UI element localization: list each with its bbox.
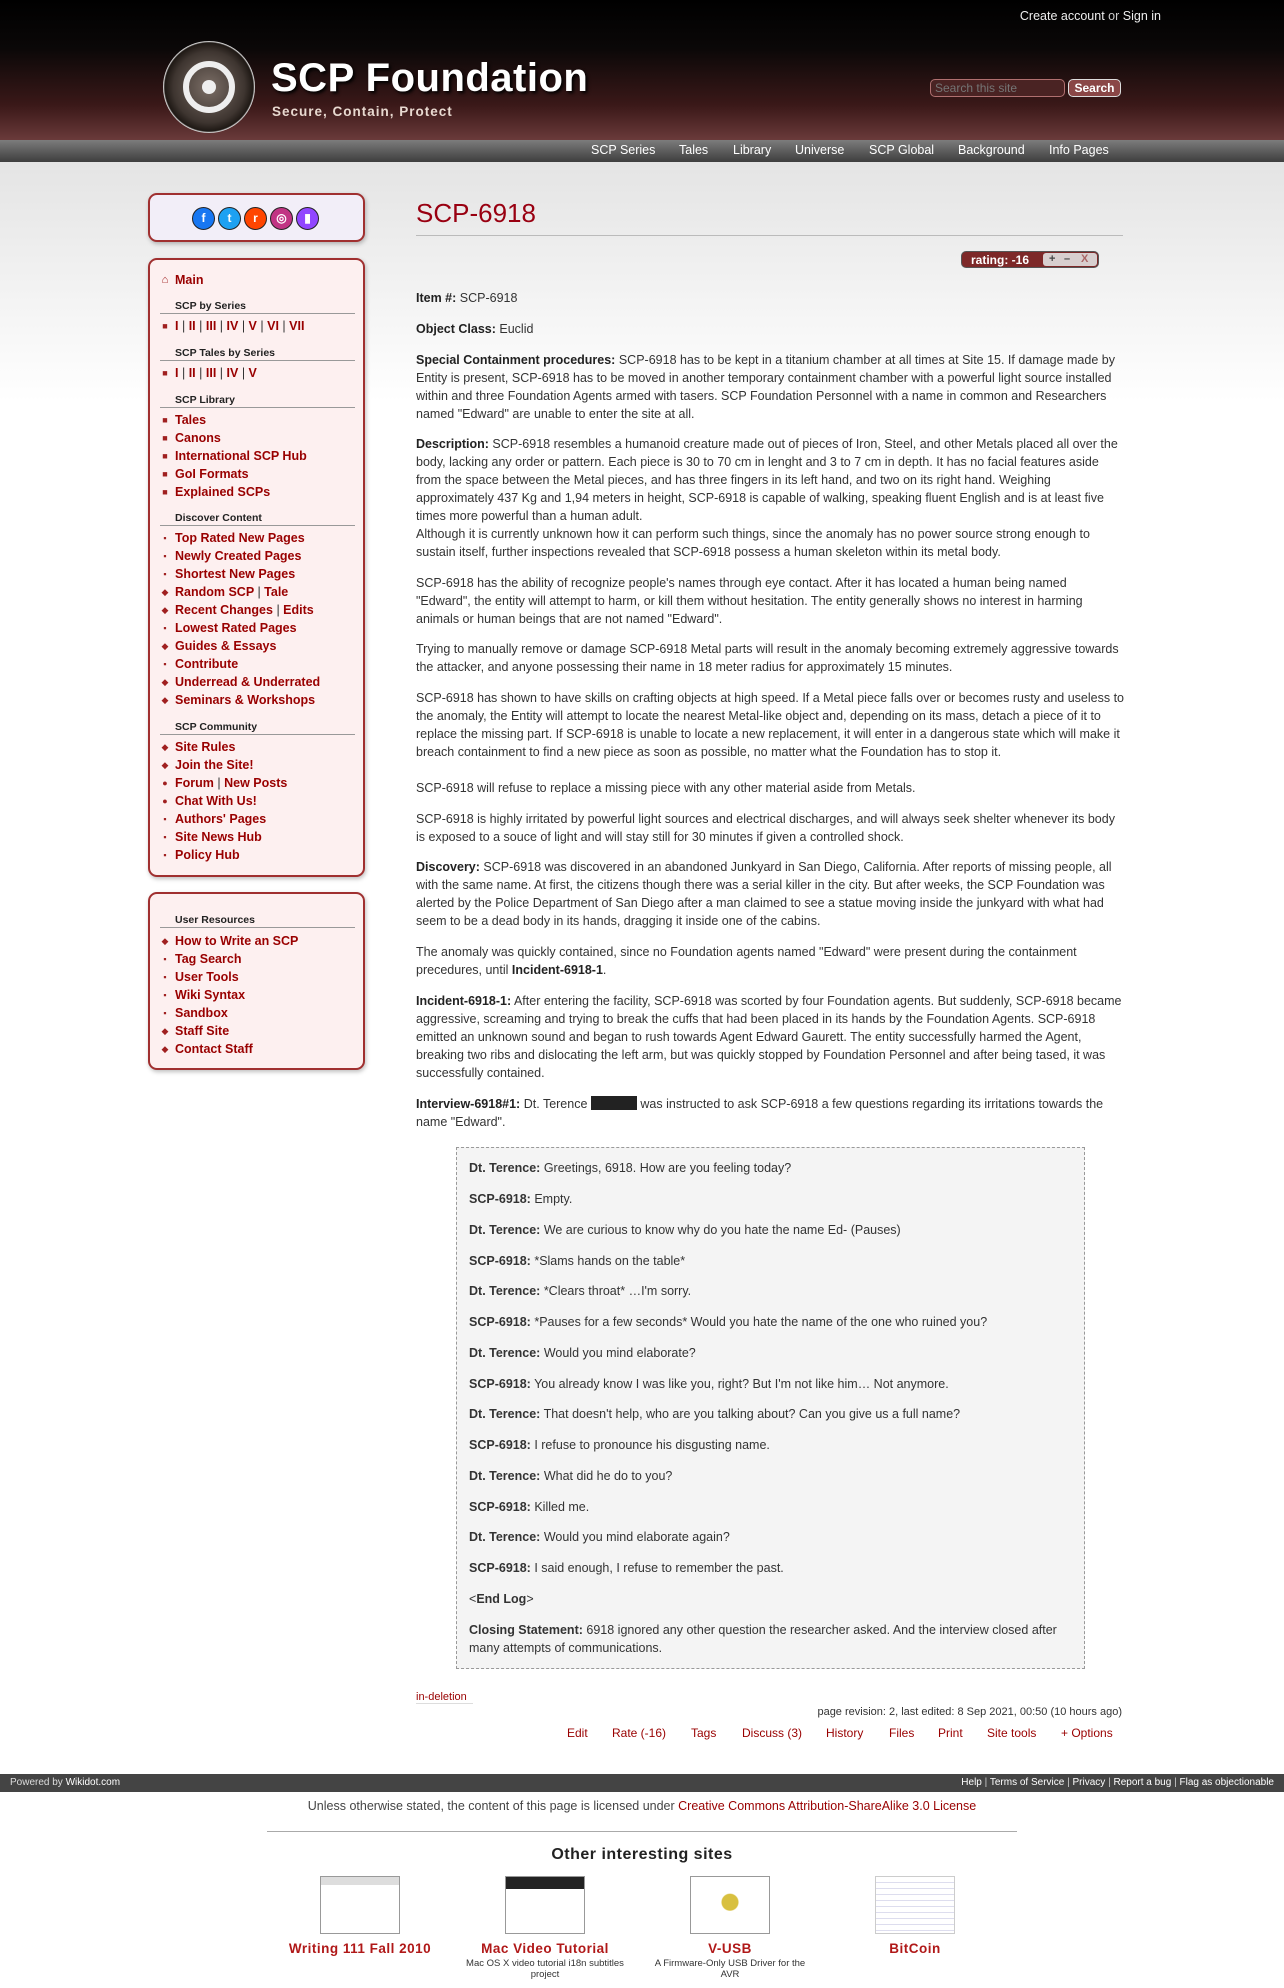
other-site-card[interactable] [650,1876,810,1980]
log-line: Dt. Terence: That doesn't help, who are you talking about? Can you give us a full name? [469,1407,961,1421]
description-continued: Although it is currently unknown how it can perform such things, since the anomaly has no power source strong enough to sustain itself, further inspections revealed that SCP-6918 possess a human skeleton within its metal body. [416,527,1090,559]
bullet-icon: ▪ [163,954,167,964]
sidebar-item-top-rated[interactable]: Top Rated New Pages [175,531,305,545]
sidebar-heading-tales-series: SCP Tales by Series [175,347,276,359]
flag-link[interactable]: Flag as objectionable [1179,1777,1274,1788]
search-button[interactable]: Search [1068,79,1121,97]
diamond-icon: ◆ [161,1044,169,1054]
license-notice: Unless otherwise stated, the content of this page is licensed under Creative Commons Attribution-ShareAlike 3.0 License [307,1799,977,1813]
sidebar-item-staff-site[interactable]: Staff Site [175,1024,230,1038]
bullet-icon: ▪ [163,972,167,982]
more-options-button[interactable]: + Options [1061,1726,1113,1740]
report-bug-link[interactable]: Report a bug [1113,1777,1172,1788]
other-site-card[interactable] [835,1876,995,1958]
tale-series-link-5[interactable]: V [248,366,257,380]
nav-tales[interactable]: Tales [679,143,709,157]
redacted-block [591,1096,637,1110]
rate-up-button[interactable]: + [1049,253,1056,265]
sidebar-item-canons[interactable]: Canons [175,431,221,445]
user-resources-box [148,892,365,1070]
tags-button[interactable]: Tags [691,1726,717,1740]
file-icon: ■ [162,487,168,497]
sidebar-divider [160,734,355,735]
bullet-icon: ▪ [163,990,167,1000]
sidebar-item-authors[interactable]: Authors' Pages [175,812,267,826]
site-thumbnail[interactable] [690,1876,770,1934]
sidebar-item-lowest-rated[interactable]: Lowest Rated Pages [175,621,297,635]
wikidot-link[interactable]: Wikidot.com [65,1777,121,1788]
powered-by: Powered by Wikidot.com [10,1777,121,1788]
sidebar-item-forum[interactable]: Forum [175,776,214,790]
sidebar-item-user-tools[interactable]: User Tools [175,970,239,984]
help-link[interactable]: Help [961,1777,982,1788]
series-link-2[interactable]: II [188,319,196,333]
sidebar-item-how-to-write[interactable]: How to Write an SCP [175,934,299,948]
sidebar-item-random-scp[interactable]: Random SCP [175,585,254,599]
rating-label: rating: -16 [971,253,1030,267]
series-link-1[interactable]: I [175,319,179,333]
page-tag[interactable]: in-deletion [416,1691,473,1704]
or-text: or [1108,9,1120,23]
nav-info-pages[interactable]: Info Pages [1049,143,1109,157]
speech-bubble-icon: ● [162,796,168,806]
diamond-icon: ◆ [161,695,169,705]
series-link-6[interactable]: VI [267,319,279,333]
site-title[interactable]: SCP Foundation [271,56,589,100]
rate-down-button[interactable]: – [1064,253,1071,265]
file-icon: ■ [162,469,168,479]
nav-universe[interactable]: Universe [795,143,845,157]
page-revision: page revision: 2, last edited: 8 Sep 2021, 00:50 (10 hours ago) [817,1706,1122,1718]
series-link-7[interactable]: VII [289,319,305,333]
log-line: Dt. Terence: What did he do to you? [469,1469,673,1483]
license-link[interactable]: Creative Commons Attribution-ShareAlike 3.0 License [678,1799,977,1813]
social-box [148,193,365,242]
site-name[interactable]: V-USB [708,1941,752,1956]
sidebar-divider [160,927,355,928]
diamond-icon: ◆ [161,742,169,752]
speech-bubble-icon: ● [162,778,168,788]
containment-procedures: Special Containment procedures: SCP-6918 has to be kept in a titanium chamber at all times at Site 15. If damage made by Entity is present, SCP-6918 has to be moved in another temporary containment chamber with a powerful light source installed within and three Foundation Agents armed with tasers. SCP Foundation Personnel with a name in common and Researchers named "Edward" are unable to enter the site at all. [416,353,1115,421]
sidebar-item-goi-formats[interactable]: GoI Formats [175,467,249,481]
bullet-icon: ▪ [163,832,167,842]
log-line: SCP-6918: Killed me. [469,1500,590,1514]
file-icon: ■ [162,368,168,378]
site-thumbnail[interactable] [875,1876,955,1934]
instagram-icon[interactable]: ◎ [270,207,293,230]
tale-series-link-3[interactable]: III [205,366,217,380]
nav-scp-series[interactable]: SCP Series [591,143,656,157]
remove-paragraph: Trying to manually remove or damage SCP-6918 Metal parts will result in the anomaly becoming extremely aggressive towards the attacker, and anyone possessing their name in 18 meter radius for approximately 15 minutes. [416,642,1119,674]
log-line: Dt. Terence: *Clears throat* …I'm sorry. [469,1284,692,1298]
sidebar-divider [160,407,355,408]
log-line: SCP-6918: I refuse to pronounce his disgusting name. [469,1438,770,1452]
sidebar-item-explained-scps[interactable]: Explained SCPs [175,485,271,499]
description: Description: SCP-6918 resembles a humanoid creature made out of pieces of Iron, Steel, and other Metals placed all over the body, lacking any order or pattern. Each piece is 30 to 70 cm in lenght and 3 to 7 cm in depth. It has no facial features aside from the space between the Metal pieces, and has three fingers in its left hand, and two on its right hand. Weighing approximately 437 Kg and 1,94 meters in height, SCP-6918 is capable of walking, speaking fluent English and is at least five times more powerful than a human adult. [416,437,1118,523]
bullet-icon: ▪ [163,533,167,543]
site-tools-button[interactable]: Site tools [987,1726,1037,1740]
log-line: SCP-6918: You already know I was like you, right? But I'm not like him… Not anymore. [469,1377,949,1391]
sidebar-item-sandbox[interactable]: Sandbox [175,1006,228,1020]
sidebar-item-seminars[interactable]: Seminars & Workshops [175,693,316,707]
forum-links: Forum | New Posts [175,776,288,790]
sidebar-heading-user-resources: User Resources [175,914,255,926]
crafting-paragraph-2: SCP-6918 will refuse to replace a missing piece with any other material aside from Metals. [416,781,916,795]
log-line: SCP-6918: I said enough, I refuse to remember the past. [469,1561,784,1575]
sign-in-link[interactable]: Sign in [1122,9,1161,23]
sidebar-item-policy-hub[interactable]: Policy Hub [175,848,240,862]
log-line: SCP-6918: *Slams hands on the table* [469,1254,686,1268]
sidebar-item-international-hub[interactable]: International SCP Hub [175,449,307,463]
sidebar-item-edits[interactable]: Edits [283,603,314,617]
sidebar-item-guides[interactable]: Guides & Essays [175,639,277,653]
file-icon: ■ [162,433,168,443]
site-header [0,0,1284,140]
sidebar-heading-scp-series: SCP by Series [175,300,247,312]
sidebar-divider [160,525,355,526]
twitter-icon[interactable]: t [218,207,241,230]
sidebar-item-contribute[interactable]: Contribute [175,657,239,671]
site-name[interactable]: Writing 111 Fall 2010 [288,1941,432,1956]
footer-links: Help | Terms of Service | Privacy | Report a bug | Flag as objectionable [961,1777,1274,1788]
footer-divider [267,1831,1017,1832]
privacy-link[interactable]: Privacy [1072,1777,1106,1788]
sidebar-item-chat[interactable]: Chat With Us! [175,794,257,808]
site-name[interactable]: BitCoin [889,1941,941,1956]
site-description: Mac OS X video tutorial i18n subtitles project [466,1958,624,1980]
diamond-icon: ◆ [161,677,169,687]
tale-series-link-4[interactable]: IV [226,366,239,380]
tale-series-link-2[interactable]: II [188,366,196,380]
bullet-icon: ▪ [163,569,167,579]
diamond-icon: ◆ [161,605,169,615]
sidebar-heading-library: SCP Library [175,394,235,406]
site-thumbnail[interactable] [505,1876,585,1934]
nav-library[interactable]: Library [733,143,772,157]
diamond-icon: ◆ [161,641,169,651]
sidebar-heading-community: SCP Community [175,721,258,733]
nav-background[interactable]: Background [958,143,1025,157]
diamond-icon: ◆ [161,760,169,770]
home-icon: ⌂ [161,274,169,286]
file-icon: ■ [162,321,168,331]
interview-log [456,1147,1085,1669]
title-divider [416,235,1123,236]
interview-intro: Interview-6918#1: Dt. Terence was instructed to ask SCP-6918 a few questions regarding its irritations towards the name "Edward". [416,1097,1104,1129]
side-nav [148,258,365,877]
discovery-paragraph: Discovery: SCP-6918 was discovered in an abandoned Junkyard in San Diego, California. After reports of missing people, all with the same name. At first, the citizens though there was a serial killer in the city. But after weeks, the SCP Foundation was alerted by the Police Department of San Diego after a man claimed to see a statue moving inside the junkyard with what had seem to be a dead body in its hands, dragging it inside one of the cabins. [416,860,1112,928]
closing-statement: Closing Statement: 6918 ignored any other question the researcher asked. And the interview closed after many attempts of communications. [469,1623,1057,1655]
history-button[interactable]: History [826,1726,864,1740]
sidebar-item-news-hub[interactable]: Site News Hub [175,830,262,844]
edit-button[interactable]: Edit [567,1726,588,1740]
bullet-icon: ▪ [163,1008,167,1018]
end-log: <End Log> [469,1592,534,1606]
bullet-icon: ▪ [163,623,167,633]
object-class: Object Class: Euclid [416,322,534,336]
sidebar-item-recent-changes[interactable]: Recent Changes [175,603,273,617]
contained-paragraph: The anomaly was quickly contained, since no Foundation agents named "Edward" were present during the containment precedures, until Incident-6918-1. [416,945,1077,977]
sidebar-item-new-posts[interactable]: New Posts [224,776,288,790]
site-description: A Firmware-Only USB Driver for the AVR [654,1958,806,1980]
sidebar-item-join[interactable]: Join the Site! [175,758,254,772]
scp-logo-icon[interactable] [163,41,255,133]
page-title: SCP-6918 [416,198,536,228]
other-sites-heading: Other interesting sites [551,1846,733,1863]
rate-button[interactable]: Rate (-16) [612,1726,667,1740]
account-links [1020,9,1161,23]
sidebar-item-site-rules[interactable]: Site Rules [175,740,236,754]
crafting-paragraph: SCP-6918 has shown to have skills on crafting objects at high speed. If a Metal piece falls over or becomes rusty and useless to the anomaly, the Entity will attempt to locate the nearest Metal-like object and, depending on its mass, detach a piece of it to replace the missing part. If SCP-6918 is unable to locate a new replacement, it will enter in a dangerous state which will make it breach containment to find a new piece as soon as possible, no matter what the Foundation has to stop it. [416,691,1125,759]
facebook-icon[interactable]: f [192,207,215,230]
sidebar-item-tales[interactable]: Tales [175,413,207,427]
bullet-icon: ▪ [163,551,167,561]
series-link-5[interactable]: V [248,319,257,333]
sidebar-divider [160,360,355,361]
diamond-icon: ◆ [161,936,169,946]
top-nav [0,140,1284,162]
create-account-link[interactable]: Create account [1019,9,1105,23]
discuss-button[interactable]: Discuss (3) [742,1726,803,1740]
footer-bar [0,1774,1284,1792]
diamond-icon: ◆ [161,587,169,597]
file-icon: ■ [162,451,168,461]
rating-buttons [1043,253,1097,266]
sidebar-item-main[interactable]: Main [175,273,204,287]
light-paragraph: SCP-6918 is highly irritated by powerful light sources and electrical discharges, and will always seek shelter whenever its body is exposed to a souce of light and will stay still for 30 minutes if given a controlled shock. [416,812,1115,844]
diamond-icon: ◆ [161,1026,169,1036]
nav-scp-global[interactable]: SCP Global [869,143,935,157]
sidebar-item-wiki-syntax[interactable]: Wiki Syntax [175,988,246,1002]
incident-paragraph: Incident-6918-1: After entering the facility, SCP-6918 was scorted by four Foundation agents. But suddenly, SCP-6918 became aggressive, screaming and trying to break the cuffs that had been placed in its hands by the Foundation Agents. SCP-6918 emitted an unknown sound and began to rush towards Agent Edward Gaurett. The entity successfully harmed the Agent, breaking two ribs and dislocating the left arm, but was quickly stopped by Foundation Personnel and after being tased, it was successfully contained. [416,994,1122,1080]
files-button[interactable]: Files [889,1726,915,1740]
log-line: Dt. Terence: Would you mind elaborate? [469,1346,696,1360]
rate-cancel-button[interactable]: X [1081,253,1089,265]
log-line: Dt. Terence: Would you mind elaborate again? [469,1530,730,1544]
recent-links: Recent Changes | Edits [175,603,314,617]
other-site-card[interactable] [465,1876,625,1980]
sidebar-item-underread[interactable]: Underread & Underrated [175,675,321,689]
site-name[interactable]: Mac Video Tutorial [481,1941,609,1956]
sidebar-item-shortest-new[interactable]: Shortest New Pages [175,567,296,581]
item-number: Item #: SCP-6918 [416,291,518,305]
sidebar-item-tag-search[interactable]: Tag Search [175,952,242,966]
bullet-icon: ▪ [163,659,167,669]
sidebar-item-newly-created[interactable]: Newly Created Pages [175,549,302,563]
bullet-icon: ▪ [163,814,167,824]
recognize-paragraph: SCP-6918 has the ability of recognize people's names through eye contact. After it has located a human being named "Edward", the entity will attempt to harm, or kill them without hesitation. The entity generally shows no interest in harming animals or human beings that are not named "Edward". [416,576,1083,626]
other-site-card[interactable] [280,1876,440,1958]
log-line: Dt. Terence: We are curious to know why do you hate the name Ed- (Pauses) [469,1223,901,1237]
rating-module [961,251,1099,268]
site-thumbnail[interactable] [320,1876,400,1934]
reddit-icon[interactable]: r [244,207,267,230]
bullet-icon: ▪ [163,850,167,860]
tale-series-link-1[interactable]: I [175,366,179,380]
sidebar-item-random-tale[interactable]: Tale [264,585,289,599]
sidebar-divider [160,313,355,314]
log-line: SCP-6918: Empty. [469,1192,573,1206]
terms-link[interactable]: Terms of Service [989,1777,1065,1788]
site-slogan: Secure, Contain, Protect [272,104,453,119]
tale-series-links: I | II | III | IV | V [175,366,257,380]
search-input[interactable] [930,79,1065,97]
print-button[interactable]: Print [938,1726,963,1740]
sidebar-item-contact-staff[interactable]: Contact Staff [175,1042,253,1056]
twitch-icon[interactable]: ▮ [296,207,319,230]
random-links: Random SCP | Tale [175,585,289,599]
series-links: I | II | III | IV | V | VI | VII [175,319,305,333]
series-link-3[interactable]: III [205,319,217,333]
log-line: Dt. Terence: Greetings, 6918. How are you feeling today? [469,1161,792,1175]
sidebar-heading-discover: Discover Content [175,512,262,524]
log-line: SCP-6918: *Pauses for a few seconds* Would you hate the name of the one who ruined you? [469,1315,988,1329]
file-icon: ■ [162,415,168,425]
series-link-4[interactable]: IV [226,319,239,333]
